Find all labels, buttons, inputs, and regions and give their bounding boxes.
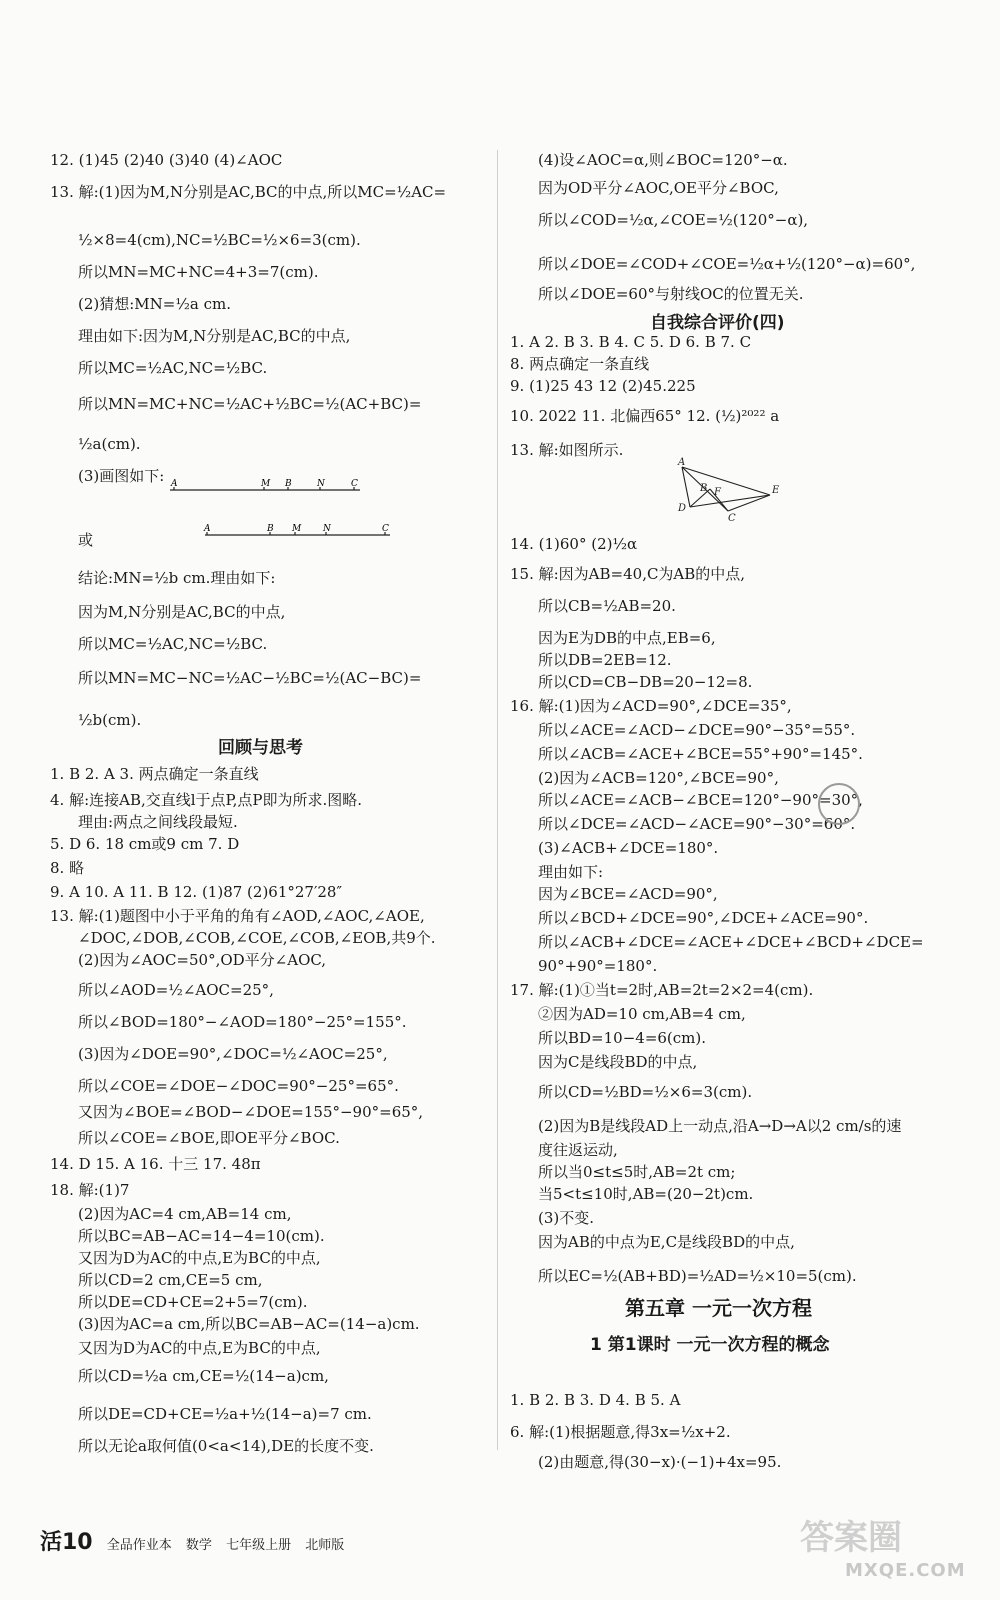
answer-line: 9. (1)25 43 12 (2)45.225 [510,377,696,395]
segment-label: B [285,479,292,489]
answer-line: 14. D 15. A 16. 十三 17. 48π [50,1155,261,1173]
answer-line: 18. 解:(1)7 [50,1181,130,1199]
answer-line: 所以MC=½AC,NC=½BC. [78,635,268,653]
answer-line: 6. 解:(1)根据题意,得3x=½x+2. [510,1423,731,1441]
answer-line: 1. A 2. B 3. B 4. C 5. D 6. B 7. C [510,333,752,351]
answer-line: ∠DOC,∠DOB,∠COB,∠COE,∠COB,∠EOB,共9个. [78,929,436,947]
answer-line: 因为C是线段BD的中点, [538,1053,698,1071]
answer-line: 所以DB=2EB=12. [538,651,672,669]
answer-line: 所以MC=½AC,NC=½BC. [78,359,268,377]
answer-line: 所以∠ACB+∠DCE=∠ACE+∠DCE+∠BCD+∠DCE= [538,933,924,951]
answer-line: (2)由题意,得(30−x)·(−1)+4x=95. [538,1453,782,1471]
segment-label: N [317,479,325,489]
answer-line: 又因为D为AC的中点,E为BC的中点, [78,1249,321,1267]
watermark-logo: 答案圈 [800,1518,902,1558]
triangle-label: F [714,487,721,498]
answer-line: 因为∠BCE=∠ACD=90°, [538,885,718,903]
footer-edition: 北师版 [305,1538,345,1553]
answer-line: 90°+90°=180°. [538,957,658,975]
triangle-label: D [678,503,687,514]
answer-line: 17. 解:(1)①当t=2时,AB=2t=2×2=4(cm). [510,981,814,999]
answer-line: 所以当0≤t≤5时,AB=2t cm; [538,1163,736,1181]
segment-label: C [382,524,389,534]
answer-line: 所以CD=½BD=½×6=3(cm). [538,1083,753,1101]
page-number: 活10 [40,1530,93,1555]
answer-line: 理由如下:因为M,N分别是AC,BC的中点, [78,327,351,345]
answer-line: 12. (1)45 (2)40 (3)40 (4)∠AOC [50,151,283,169]
page-footer [40,1525,354,1556]
answer-line: 所以∠COE=∠BOE,即OE平分∠BOC. [78,1129,340,1147]
answer-line: 所以BD=10−4=6(cm). [538,1029,707,1047]
answer-line: 13. 解:(1)题图中小于平角的角有∠AOD,∠AOC,∠AOE, [50,907,425,925]
answer-line: 13. 解:(1)因为M,N分别是AC,BC的中点,所以MC=½AC= [50,183,447,201]
answer-line: 所以∠ACE=∠ACB−∠BCE=120°−90°=30°, [538,791,863,809]
answer-line: 所以MN=MC−NC=½AC−½BC=½(AC−BC)= [78,669,422,687]
segment-figure-1 [160,478,380,508]
answer-line: 1. B 2. B 3. D 4. B 5. A [510,1391,681,1409]
answer-line: 又因为D为AC的中点,E为BC的中点, [78,1339,321,1357]
answer-line: 所以∠DOE=∠COD+∠COE=½α+½(120°−α)=60°, [538,255,916,273]
answer-line: 因为M,N分别是AC,BC的中点, [78,603,286,621]
answer-line: 1. B 2. A 3. 两点确定一条直线 [50,765,259,783]
triangle-label: B [700,483,708,494]
answer-line: 理由如下: [538,863,604,881]
answer-line: 又因为∠BOE=∠BOD−∠DOE=155°−90°=65°, [78,1103,424,1121]
column-divider [497,150,498,1450]
triangle-label: A [678,457,686,468]
answer-line: 所以CD=CB−DB=20−12=8. [538,673,753,691]
answer-line: 所以CD=2 cm,CE=5 cm, [78,1271,263,1289]
answer-line: (2)因为∠AOC=50°,OD平分∠AOC, [78,951,327,969]
answer-line: 5. D 6. 18 cm或9 cm 7. D [50,835,240,853]
answer-line: (3)不变. [538,1209,595,1227]
answer-line: (2)猜想:MN=½a cm. [78,295,231,313]
answer-line: 9. A 10. A 11. B 12. (1)87 (2)61°27′28″ [50,883,343,901]
triangle-label: C [728,513,736,524]
footer-book: 全品作业本 [106,1538,172,1553]
answer-line: ½b(cm). [78,711,142,729]
segment-figure-2 [195,523,405,553]
answer-line: (3)∠ACB+∠DCE=180°. [538,839,719,857]
answer-line: 所以EC=½(AB+BD)=½AD=½×10=5(cm). [538,1267,857,1285]
answer-line: 所以∠ACE=∠ACD−∠DCE=90°−35°=55°. [538,721,856,739]
answer-line: 所以∠COE=∠DOE−∠DOC=90°−25°=65°. [78,1077,399,1095]
answer-line: (3)因为∠DOE=90°,∠DOC=½∠AOC=25°, [78,1045,388,1063]
answer-line: ½×8=4(cm),NC=½BC=½×6=3(cm). [78,231,361,249]
answer-line: 所以DE=CD+CE=2+5=7(cm). [78,1293,308,1311]
answer-line: 13. 解:如图所示. [510,441,624,459]
segment-label: C [351,479,358,489]
answer-line: (4)设∠AOC=α,则∠BOC=120°−α. [538,151,788,169]
answer-line: (2)因为AC=4 cm,AB=14 cm, [78,1205,292,1223]
segment-label: A [204,524,211,534]
answer-line: 所以DE=CD+CE=½a+½(14−a)=7 cm. [78,1405,372,1423]
answer-line: 所以CB=½AB=20. [538,597,676,615]
answer-line: 所以MN=MC+NC=4+3=7(cm). [78,263,319,281]
answer-line: 所以∠BCD+∠DCE=90°,∠DCE+∠ACE=90°. [538,909,869,927]
answer-line: 15. 解:因为AB=40,C为AB的中点, [510,565,746,583]
answer-line: 所以BC=AB−AC=14−4=10(cm). [78,1227,325,1245]
segment-label: M [261,479,271,489]
answer-line: (3)因为AC=a cm,所以BC=AB−AC=(14−a)cm. [78,1315,420,1333]
answer-line: 16. 解:(1)因为∠ACD=90°,∠DCE=35°, [510,697,792,715]
answer-line: 8. 两点确定一条直线 [510,355,650,373]
answer-line: 所以∠COD=½α,∠COE=½(120°−α), [538,211,809,229]
answer-line: 或 [78,531,94,549]
answer-line: 10. 2022 11. 北偏西65° 12. (½)²⁰²² a [510,407,780,425]
footer-grade: 七年级上册 [226,1538,292,1553]
watermark-url: MXQE.COM [845,1560,966,1581]
answer-line: 度往返运动, [538,1141,618,1159]
answer-line: 所以∠BOD=180°−∠AOD=180°−25°=155°. [78,1013,407,1031]
answer-line: (2)因为∠ACB=120°,∠BCE=90°, [538,769,779,787]
answer-line: 14. (1)60° (2)½α [510,535,638,553]
answer-line: 所以∠AOD=½∠AOC=25°, [78,981,274,999]
triangle-label: E [772,485,780,496]
footer-subject: 数学 [185,1538,212,1553]
answer-line: (2)因为B是线段AD上一动点,沿A→D→A以2 cm/s的速 [538,1117,902,1135]
heading-lesson1: 1 第1课时 一元一次方程的概念 [590,1335,830,1355]
heading-chapter5: 第五章 一元一次方程 [625,1296,812,1320]
answer-line: 当5<t≤10时,AB=(20−2t)cm. [538,1185,754,1203]
answer-line: 4. 解:连接AB,交直线l于点P,点P即为所求.图略. [50,791,363,809]
answer-line: 结论:MN=½b cm.理由如下: [78,569,276,587]
answer-line: 所以CD=½a cm,CE=½(14−a)cm, [78,1367,329,1385]
answer-line: ½a(cm). [78,435,141,453]
answer-line: 8. 略 [50,859,85,877]
answer-line: 所以∠DOE=60°与射线OC的位置无关. [538,285,804,303]
triangle-figure [670,455,790,525]
answer-line: 所以无论a取何值(0<a<14),DE的长度不变. [78,1437,374,1455]
segment-label: M [292,524,302,534]
answer-line: (3)画图如下: [78,467,165,485]
answer-line: 理由:两点之间线段最短. [78,813,238,831]
answer-line: 所以∠DCE=∠ACD−∠ACE=90°−30°=60°. [538,815,856,833]
segment-label: B [267,524,274,534]
answer-line: 因为AB的中点为E,C是线段BD的中点, [538,1233,795,1251]
answer-line: 所以MN=MC+NC=½AC+½BC=½(AC+BC)= [78,395,422,413]
segment-label: A [171,479,178,489]
stamp-seal [818,783,860,825]
answer-line: ②因为AD=10 cm,AB=4 cm, [538,1005,746,1023]
answer-line: 所以∠ACB=∠ACE+∠BCE=55°+90°=145°. [538,745,863,763]
heading-self-eval: 自我综合评价(四) [650,313,785,333]
answer-line: 因为E为DB的中点,EB=6, [538,629,716,647]
segment-label: N [323,524,331,534]
answer-line: 因为OD平分∠AOC,OE平分∠BOC, [538,179,779,197]
heading-review: 回顾与思考 [218,738,303,758]
